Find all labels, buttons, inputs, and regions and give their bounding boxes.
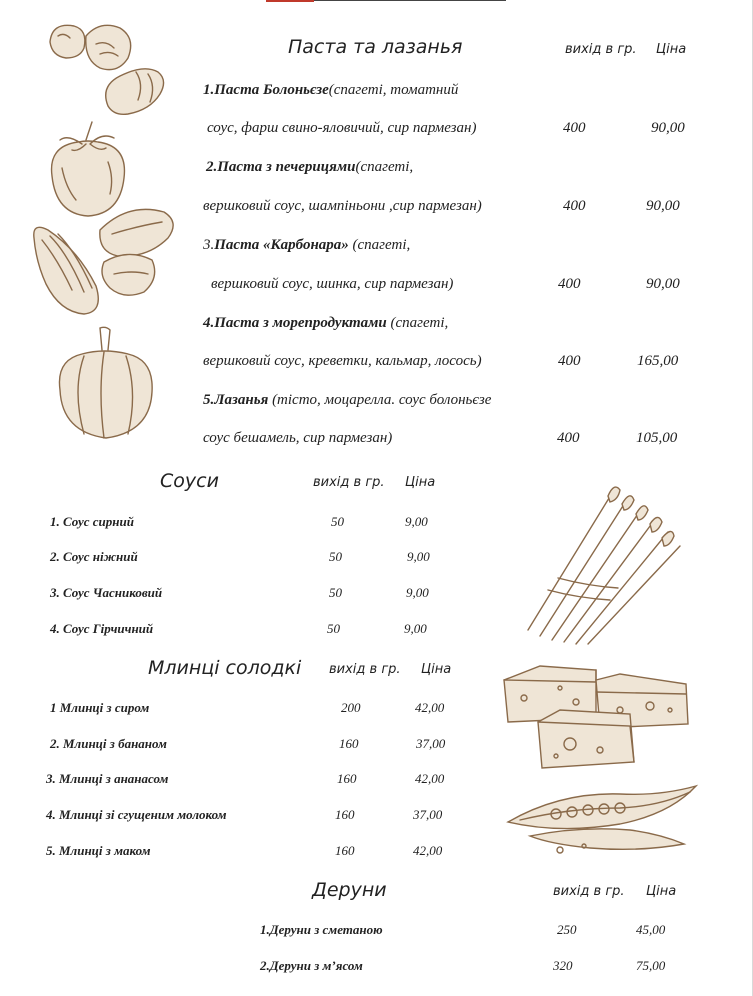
deruny-price-header: Ціна [646, 884, 677, 899]
pancake-item-2-weight: 160 [339, 736, 359, 751]
pasta-item-2-line1 [206, 159, 413, 176]
sauce-item-3-weight: 50 [329, 585, 342, 600]
pancake-item-1-price: 42,00 [415, 700, 445, 715]
pancake-item-2-price: 37,00 [416, 736, 446, 751]
pasta-price-header: Ціна [656, 42, 687, 57]
pasta-item-3-desc: (спагеті, [348, 237, 411, 253]
pasta-item-1-line1 [203, 82, 458, 99]
sauces-price-header: Ціна [405, 475, 436, 490]
sauce-item-4-price: 9,00 [404, 621, 427, 636]
pasta-item-4-line1 [203, 315, 448, 332]
deruny-item-1-name: 1.Деруни з сметаною [260, 922, 383, 937]
pancake-item-2-name: 2. Млинці з бананом [50, 736, 167, 751]
pasta-item-2-weight: 400 [563, 198, 586, 214]
pancake-item-5-name: 5. Млинці з маком [46, 843, 151, 858]
pasta-item-1-price: 90,00 [651, 120, 685, 136]
pasta-item-1-name: 1.Паста Болоньєзе [203, 82, 329, 98]
pancake-item-3-price: 42,00 [415, 771, 445, 786]
sauce-item-2-name: 2. Соус ніжний [50, 549, 138, 564]
pasta-item-5-line1 [203, 392, 491, 409]
pancake-item-1-weight: 200 [341, 700, 361, 715]
pasta-item-4-price: 165,00 [637, 353, 679, 369]
pasta-item-2-name: 2.Паста з печерицями [206, 159, 356, 175]
pasta-item-4-desc: (спагеті, [386, 315, 449, 331]
pancakes-price-header: Ціна [421, 662, 452, 677]
pasta-item-3-number: 3. [203, 237, 215, 253]
pasta-item-4-desc-2: вершковий соус, креветки, кальмар, лосось) [203, 353, 482, 369]
pasta-item-2-price: 90,00 [646, 198, 680, 214]
pancake-item-4-price: 37,00 [413, 807, 443, 822]
sauce-item-4-name: 4. Соус Гірчичний [50, 621, 154, 636]
pasta-item-3-name: Паста «Карбонара» [214, 237, 349, 253]
mussels-icon [28, 200, 188, 324]
sauce-item-1-weight: 50 [331, 514, 344, 529]
pasta-item-3-weight: 400 [558, 276, 581, 292]
pancake-item-5-price: 42,00 [413, 843, 443, 858]
sauce-item-1-name: 1. Соус сирний [50, 514, 134, 529]
sauce-item-2-price: 9,00 [407, 549, 430, 564]
pancake-item-1-name: 1 Млинці з сиром [50, 700, 150, 715]
deruny-item-1-weight: 250 [557, 922, 577, 937]
pasta-section-title: Паста та лазанья [288, 36, 463, 58]
sauces-weight-header: вихід в гр. [313, 475, 385, 490]
mushrooms-icon [40, 14, 180, 124]
pasta-item-1-weight: 400 [563, 120, 586, 136]
pancake-item-4-name: 4. Млинці зі сгущеним молоком [46, 807, 227, 822]
pumpkin-icon [40, 320, 170, 450]
sauce-item-1-price: 9,00 [405, 514, 428, 529]
top-rule [314, 0, 506, 1]
pancake-item-3-weight: 160 [337, 771, 357, 786]
pasta-item-3-price: 90,00 [646, 276, 680, 292]
pancake-item-4-weight: 160 [335, 807, 355, 822]
deruny-item-2-price: 75,00 [636, 958, 666, 973]
sauces-section-title: Соуси [160, 470, 219, 492]
pasta-item-3-line1 [203, 237, 410, 254]
pasta-item-3-desc-2: вершковий соус, шинка, сир пармезан) [211, 276, 454, 292]
deruny-weight-header: вихід в гр. [553, 884, 625, 899]
asparagus-icon [518, 480, 698, 650]
pancakes-section-title: Млинці солодкі [148, 657, 302, 679]
cheese-icon [500, 658, 700, 778]
deruny-item-2-name: 2.Деруни з м’ясом [260, 958, 363, 973]
pasta-item-2-desc-2: вершковий соус, шампіньони ,сир пармезан) [203, 198, 482, 214]
sauce-item-3-price: 9,00 [406, 585, 429, 600]
peas-icon [500, 778, 705, 858]
pasta-item-1-desc: (спагеті, томатний [328, 82, 459, 98]
pasta-item-4-weight: 400 [558, 353, 581, 369]
sauce-item-2-weight: 50 [329, 549, 342, 564]
deruny-item-1-price: 45,00 [636, 922, 666, 937]
pasta-item-4-name: 4.Паста з морепродуктами [203, 315, 387, 331]
pancakes-weight-header: вихід в гр. [329, 662, 401, 677]
pasta-item-5-desc: (тісто, моцарелла. соус болоньєзе [268, 392, 492, 408]
pasta-item-1-desc-2: соус, фарш свино-яловичий, сир пармезан) [207, 120, 477, 136]
pasta-item-5-desc-2: соус бешамель, сир пармезан) [203, 430, 393, 446]
sauce-item-4-weight: 50 [327, 621, 340, 636]
pasta-item-5-weight: 400 [557, 430, 580, 446]
top-accent-line [266, 0, 314, 2]
pasta-item-5-name: 5.Лазанья [203, 392, 269, 408]
deruny-item-2-weight: 320 [553, 958, 573, 973]
pasta-weight-header: вихід в гр. [565, 42, 637, 57]
sauce-item-3-name: 3. Соус Часниковий [50, 585, 163, 600]
deruny-section-title: Деруни [312, 879, 387, 901]
pasta-item-2-desc: (спагеті, [355, 159, 414, 175]
pancake-item-5-weight: 160 [335, 843, 355, 858]
pancake-item-3-name: 3. Млинці з ананасом [46, 771, 169, 786]
pasta-item-5-price: 105,00 [636, 430, 678, 446]
